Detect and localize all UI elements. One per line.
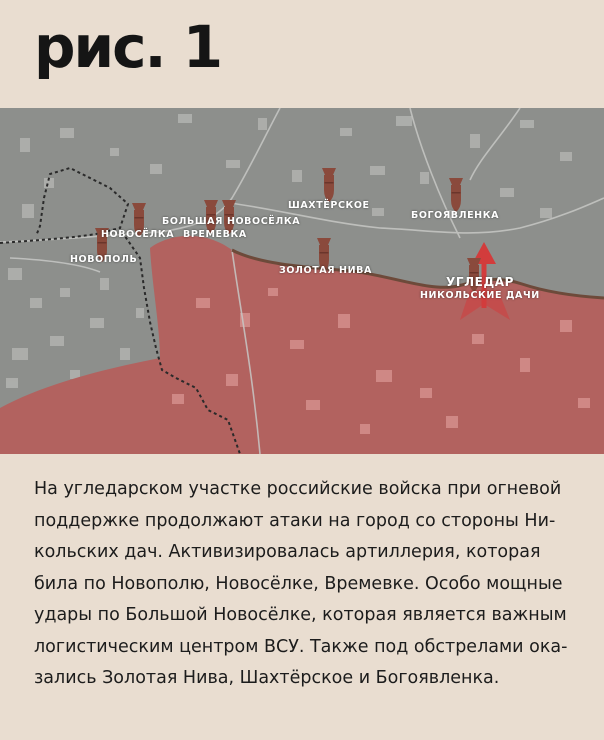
caption-line: На угледарском участке российские войска при огневой xyxy=(34,479,562,499)
caption-line: поддержке продолжают атаки на город со стороны Ни- xyxy=(34,510,556,531)
label-shakhterskoe: ШАХТЁРСКОЕ xyxy=(288,200,370,211)
map xyxy=(0,108,604,454)
label-novoselka: НОВОСЁЛКА xyxy=(101,229,175,240)
label-bolshaya-novoselka: БОЛЬШАЯ НОВОСЁЛКА xyxy=(162,216,301,227)
header xyxy=(0,0,604,108)
label-nikolskie-dachi: НИКОЛЬСКИЕ ДАЧИ xyxy=(420,290,540,301)
caption-line: била по Новополю, Новосёлке, Времевке. Особо мощные xyxy=(34,573,563,594)
figure-title: рис. 1 xyxy=(34,13,222,81)
caption-line: кольских дач. Активизировалась артиллерия, которая xyxy=(34,542,541,562)
label-ugledar: УГЛЕДАР xyxy=(446,275,515,289)
caption-line: удары по Большой Новосёлке, которая является важным xyxy=(34,605,567,625)
label-novopol: НОВОПОЛЬ xyxy=(70,254,138,265)
caption-text xyxy=(34,474,582,695)
label-vremevka: ВРЕМЕВКА xyxy=(183,229,247,240)
caption-line: логистическим центром ВСУ. Также под обстрелами ока- xyxy=(34,636,568,657)
caption-line: зались Золотая Нива, Шахтёрское и Богоявленка. xyxy=(34,668,500,688)
label-bogoyavlenka: БОГОЯВЛЕНКА xyxy=(411,210,500,221)
label-zolotaya-niva: ЗОЛОТАЯ НИВА xyxy=(279,265,372,276)
